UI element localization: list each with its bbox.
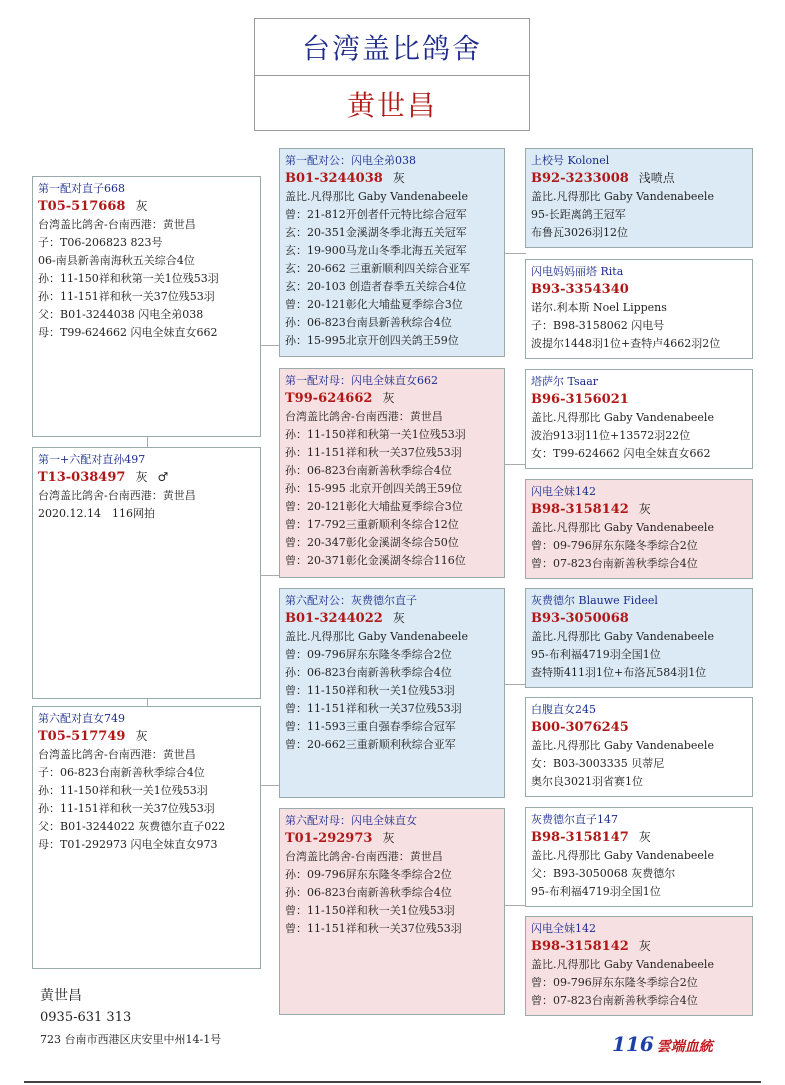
color-label: 灰 [135,729,148,743]
color-label: 灰 [135,470,148,484]
card-line: 波治913羽11位+13572羽22位 [531,429,691,442]
card-line: 曾：20-371彰化金溪湖冬综合116位 [285,554,466,567]
card-header: 第一配对公：闪电全弟038 [285,154,416,167]
card-header: 第六配对公：灰费德尔直子 [285,594,417,607]
card-line: 曾：07-823台南新善秋季综合4位 [531,994,698,1007]
pigeon-card-white-belly-245 [525,697,753,797]
card-line: 盖比.凡得那比 Gaby Vandenabeele [531,849,714,862]
color-label: 灰 [382,831,395,845]
cloud-pedigree-logo [612,1032,722,1058]
card-line: 曾：09-796屏东东隆冬季综合2位 [531,539,698,552]
card-header: 灰费德尔 Blauwe Fideel [531,594,658,607]
pigeon-card-sire-022 [279,588,505,798]
connector-line [260,345,280,346]
card-header: 闪电妈妈丽塔 Rita [531,265,624,278]
card-line: 曾：20-662三重新顺利秋综合亚军 [285,738,456,751]
card-line: 曾：11-151祥和秋一关37位残53羽 [285,922,462,935]
card-line: 盖比.凡得那比 Gaby Vandenabeele [285,630,468,643]
color-label: 灰 [382,391,395,405]
ring-number: B92-3233008 浅喷点 [531,171,675,186]
card-line: 玄：20-351金溪湖冬季北海五关冠军 [285,226,467,239]
connector-line [504,905,526,906]
card-header: 第一+六配对直孙497 [38,453,146,466]
card-header: 闪电全妹142 [531,922,596,935]
card-header: 塔萨尔 Tsaar [531,375,599,388]
card-line: 曾：11-593三重自强春季综合冠军 [285,720,456,733]
pigeon-card-full-sister-142-b [525,916,753,1016]
connector-line [504,253,526,254]
owner-title: 黄世昌 [346,89,437,122]
bottom-divider [24,1081,761,1083]
card-line: 盖比.凡得那比 Gaby Vandenabeele [531,411,714,424]
card-line: 父：B93-3050068 灰费德尔 [531,867,676,880]
card-line: 盖比.凡得那比 Gaby Vandenabeele [531,630,714,643]
owner-info [40,985,221,1051]
logo-number: 116 [612,1032,654,1056]
card-line: 孙：11-150祥和秋一关1位残53羽 [38,784,208,797]
card-line: 孙：06-823台南新善秋季综合4位 [285,666,452,679]
card-line: 95-长距离鸽王冠军 [531,208,626,221]
ring-number: B01-3244022 灰 [285,611,405,626]
card-line: 台湾盖比鸽舍-台南西港：黄世昌 [285,850,443,863]
ring-number: B96-3156021 [531,392,629,407]
card-line: 子：B98-3158062 闪电号 [531,319,665,332]
card-line: 孙：06-823台南新善秋季综合4位 [285,464,452,477]
color-label: 浅喷点 [638,171,675,185]
card-line: 父：B01-3244022 灰费德尔直子022 [38,820,226,833]
connector-line [504,464,526,465]
card-line: 母：T99-624662 闪电全妹直女662 [38,326,218,339]
card-line: 孙：11-150祥和秋第一关1位残53羽 [38,272,219,285]
color-label: 灰 [638,939,651,953]
pigeon-card-fideel-son-147 [525,807,753,907]
card-line: 女：T99-624662 闪电全妹直女662 [531,447,711,460]
title-box [254,18,530,131]
card-line: 曾：09-796屏东东隆冬季综合2位 [531,976,698,989]
pigeon-card-rita [525,259,753,359]
card-line: 子：06-823台南新善秋季综合4位 [38,766,205,779]
card-header: 灰费德尔直子147 [531,813,618,826]
card-header: 第一配对母：闪电全妹直女662 [285,374,438,387]
card-line: 孙：11-151祥和秋一关37位残53羽 [285,446,462,459]
owner-name: 黄世昌 [40,988,82,1004]
card-line: 台湾盖比鸽舍-台南西港：黄世昌 [38,218,196,231]
ring-number: B98-3158142 灰 [531,502,651,517]
card-line: 孙：11-151祥和秋一关37位残53羽 [38,802,215,815]
ring-number: T05-517668 灰 [38,199,148,214]
card-line: 奥尔良3021羽省赛1位 [531,775,643,788]
card-line: 盖比.凡得那比 Gaby Vandenabeele [531,739,714,752]
color-label: 灰 [638,502,651,516]
ring-number: B93-3050068 [531,611,629,626]
club-name: 台湾盖比鸽舍 [255,19,529,76]
card-line: 孙：06-823台南县新善秋综合4位 [285,316,452,329]
card-line: 曾：20-347彰化金溪湖冬综合50位 [285,536,459,549]
card-line: 曾：17-792三重新顺利冬综合12位 [285,518,459,531]
color-label: 灰 [392,611,405,625]
card-line: 台湾盖比鸽舍-台南西港：黄世昌 [285,410,443,423]
pigeon-card-main-749 [32,706,261,969]
ring-number: B98-3158142 灰 [531,939,651,954]
male-icon: ♂ [157,470,169,484]
pigeon-card-dam-973 [279,808,505,1015]
card-line: 2020.12.14 116网拍 [38,507,155,520]
ring-number: B01-3244038 灰 [285,171,405,186]
pigeon-card-dam-662 [279,368,505,578]
card-header: 第六配对直女749 [38,712,125,725]
ring-number: T01-292973 灰 [285,831,395,846]
pigeon-card-tsaar [525,369,753,469]
card-line: 曾：11-151祥和秋一关37位残53羽 [285,702,462,715]
ring-number: B00-3076245 [531,720,629,735]
color-label: 灰 [638,830,651,844]
card-line: 盖比.凡得那比 Gaby Vandenabeele [531,958,714,971]
pigeon-card-sire-038 [279,148,505,357]
card-line: 盖比.凡得那比 Gaby Vandenabeele [531,190,714,203]
card-line: 玄：19-900马龙山冬季北海五关冠军 [285,244,467,257]
card-line: 母：T01-292973 闪电全妹直女973 [38,838,218,851]
pigeon-card-blauwe-fideel [525,588,753,688]
card-line: 曾：21-812开创者仟元特比综合冠军 [285,208,467,221]
card-line: 孙：15-995 北京开创四关鸽王59位 [285,482,463,495]
connector-line [504,684,526,685]
card-line: 孙：11-151祥和秋一关37位残53羽 [38,290,215,303]
card-line: 孙：15-995北京开创四关鸽王59位 [285,334,459,347]
ring-number: T99-624662 灰 [285,391,395,406]
connector-line [260,785,280,786]
card-line: 曾：07-823台南新善秋季综合4位 [531,557,698,570]
card-header: 第一配对直子668 [38,182,125,195]
card-line: 子：T06-206823 823号 [38,236,163,249]
card-line: 波提尔1448羽1位+查特卢4662羽2位 [531,337,721,350]
color-label: 灰 [392,171,405,185]
owner-phone: 0935-631 313 [40,1010,132,1025]
card-line: 台湾盖比鸽舍-台南西港：黄世昌 [38,748,196,761]
connector-line [147,698,148,706]
ring-number: T13-038497 灰 ♂ [38,470,169,485]
card-line: 曾：11-150祥和秋一关1位残53羽 [285,904,455,917]
card-line: 曾：09-796屏东东隆冬季综合2位 [285,648,452,661]
card-header: 上校号 Kolonel [531,154,610,167]
card-line: 布鲁瓦3026羽12位 [531,226,628,239]
card-line: 曾：20-121彰化大埔盐夏季综合3位 [285,500,463,513]
card-line: 玄：20-103 创造者春季五关综合4位 [285,280,467,293]
ring-number: B93-3354340 [531,282,629,297]
pigeon-card-main-497 [32,447,261,699]
connector-line [260,575,280,576]
card-line: 06-南县新善南海秋五关综合4位 [38,254,195,267]
card-line: 95-布利福4719羽全国1位 [531,648,661,661]
ring-number: T05-517749 灰 [38,729,148,744]
card-header: 第六配对母：闪电全妹直女 [285,814,417,827]
card-line: 盖比.凡得那比 Gaby Vandenabeele [285,190,468,203]
card-line: 盖比.凡得那比 Gaby Vandenabeele [531,521,714,534]
pigeon-card-main-668 [32,176,261,437]
card-line: 孙：09-796屏东东隆冬季综合2位 [285,868,452,881]
card-line: 孙：06-823台南新善秋季综合4位 [285,886,452,899]
ring-number: B98-3158147 灰 [531,830,651,845]
pigeon-card-kolonel [525,148,753,248]
owner-address: 723 台南市西港区庆安里中州14-1号 [40,1033,222,1046]
card-line: 女：B03-3003335 贝蒂尼 [531,757,665,770]
card-header: 白腹直女245 [531,703,596,716]
card-line: 查特斯411羽1位+布洛瓦584羽1位 [531,666,707,679]
card-line: 曾：11-150祥和秋一关1位残53羽 [285,684,455,697]
card-line: 孙：11-150祥和秋第一关1位残53羽 [285,428,466,441]
card-line: 诺尔.利本斯 Noel Lippens [531,301,667,314]
color-label: 灰 [135,199,148,213]
card-line: 父：B01-3244038 闪电全弟038 [38,308,204,321]
card-line: 曾：20-121彰化大埔盐夏季综合3位 [285,298,463,311]
card-line: 玄：20-662 三重新顺利四关综合亚军 [285,262,471,275]
card-line: 台湾盖比鸽舍-台南西港：黄世昌 [38,489,196,502]
pigeon-card-full-sister-142 [525,479,753,579]
card-line: 95-布利福4719羽全国1位 [531,885,661,898]
logo-text: 雲端血統 [656,1039,713,1055]
card-header: 闪电全妹142 [531,485,596,498]
